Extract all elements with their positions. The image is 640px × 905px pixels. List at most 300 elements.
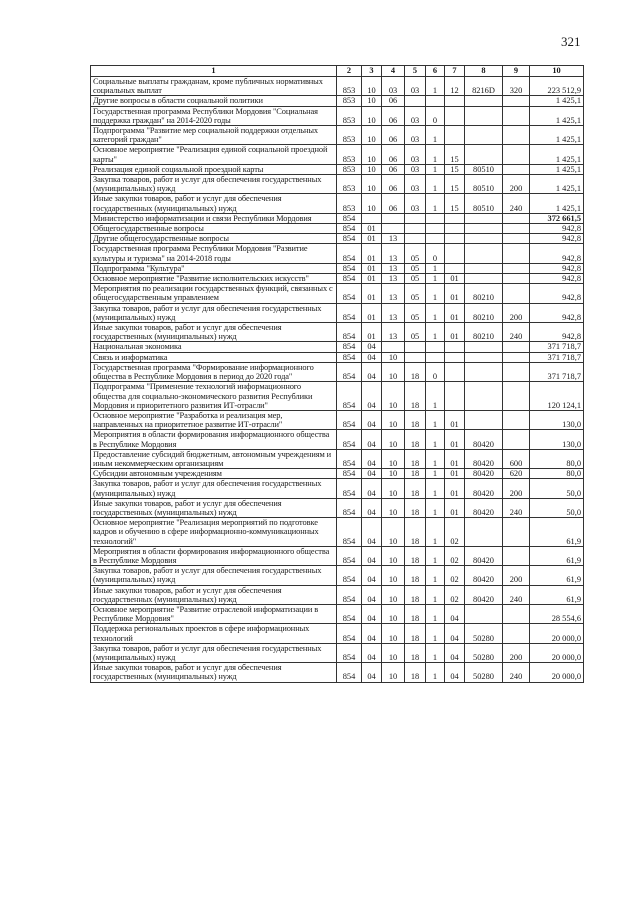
- ministry-code-cell: 853: [337, 126, 362, 145]
- program-code-cell: 18: [405, 604, 426, 623]
- table-row: [91, 234, 584, 244]
- ministry-code-cell: 854: [337, 546, 362, 565]
- ministry-code-cell: 854: [337, 566, 362, 585]
- activity-code-cell: 15: [445, 175, 465, 194]
- subprogram-code-cell: 1: [426, 323, 445, 342]
- section-code-cell: 04: [362, 546, 382, 565]
- ministry-code-cell: 853: [337, 96, 362, 106]
- ministry-code-cell: 854: [337, 224, 362, 234]
- subsection-code-cell: 06: [382, 194, 405, 213]
- expense-type-cell: [503, 352, 530, 362]
- direction-code-cell: 80420: [465, 585, 503, 604]
- row-name-cell: Иные закупки товаров, работ и услуг для обеспечения государственных (муниципальных) нужд: [91, 585, 337, 604]
- program-code-cell: 18: [405, 663, 426, 682]
- direction-code-cell: [465, 145, 503, 164]
- expense-type-cell: [503, 382, 530, 411]
- subprogram-code-cell: 1: [426, 604, 445, 623]
- section-code-cell: 04: [362, 469, 382, 479]
- direction-code-cell: 80420: [465, 546, 503, 565]
- amount-cell: 1 425,1: [530, 194, 584, 213]
- row-name-cell: Основное мероприятие "Развитие исполнительских искусств": [91, 274, 337, 284]
- subsection-code-cell: 13: [382, 234, 405, 244]
- subprogram-code-cell: [426, 224, 445, 234]
- section-code-cell: 04: [362, 566, 382, 585]
- table-row: [91, 244, 584, 263]
- subprogram-code-cell: 1: [426, 643, 445, 662]
- amount-cell: 942,8: [530, 224, 584, 234]
- table-row: [91, 213, 584, 223]
- table-row: [91, 430, 584, 449]
- expense-type-cell: 320: [503, 77, 530, 96]
- row-name-cell: Подпрограмма "Применение технологий информационного общества для социально-экономического развития Республики Мордовия и приоритетного развития ИТ-отрасли": [91, 382, 337, 411]
- amount-cell: 120 124,1: [530, 382, 584, 411]
- row-name-cell: Подпрограмма "Культура": [91, 263, 337, 273]
- ministry-code-cell: 854: [337, 323, 362, 342]
- program-code-cell: 18: [405, 518, 426, 547]
- section-code-cell: 10: [362, 77, 382, 96]
- subsection-code-cell: 10: [382, 663, 405, 682]
- expense-type-cell: [503, 274, 530, 284]
- ministry-code-cell: 853: [337, 194, 362, 213]
- table-row: [91, 194, 584, 213]
- ministry-code-cell: 854: [337, 585, 362, 604]
- section-code-cell: 10: [362, 194, 382, 213]
- subprogram-code-cell: 1: [426, 449, 445, 468]
- row-name-cell: Основное мероприятие "Реализация мероприятий по подготовке кадров и обучению в сфере информационно-коммуникационных технологий": [91, 518, 337, 547]
- ministry-code-cell: 854: [337, 479, 362, 498]
- activity-code-cell: 01: [445, 430, 465, 449]
- row-name-cell: Закупка товаров, работ и услуг для обеспечения государственных (муниципальных) нужд: [91, 479, 337, 498]
- section-code-cell: [362, 213, 382, 223]
- subsection-code-cell: [382, 224, 405, 234]
- ministry-code-cell: 854: [337, 284, 362, 303]
- subprogram-code-cell: 1: [426, 77, 445, 96]
- expense-type-cell: [503, 126, 530, 145]
- activity-code-cell: [445, 106, 465, 125]
- column-header: 8: [465, 66, 503, 77]
- direction-code-cell: 8216D: [465, 77, 503, 96]
- expense-type-cell: [503, 244, 530, 263]
- subprogram-code-cell: 1: [426, 624, 445, 643]
- program-code-cell: [405, 342, 426, 352]
- activity-code-cell: 12: [445, 77, 465, 96]
- subprogram-code-cell: 1: [426, 663, 445, 682]
- section-code-cell: 01: [362, 263, 382, 273]
- ministry-code-cell: 854: [337, 643, 362, 662]
- activity-code-cell: [445, 352, 465, 362]
- direction-code-cell: 80420: [465, 469, 503, 479]
- ministry-code-cell: 854: [337, 604, 362, 623]
- row-name-cell: Мероприятия по реализации государственных функций, связанных с общегосударственным управлением: [91, 284, 337, 303]
- row-name-cell: Реализация единой социальной проездной карты: [91, 164, 337, 174]
- row-name-cell: Социальные выплаты гражданам, кроме публичных нормативных социальных выплат: [91, 77, 337, 96]
- section-code-cell: 04: [362, 342, 382, 352]
- program-code-cell: 18: [405, 643, 426, 662]
- subsection-code-cell: 10: [382, 566, 405, 585]
- expense-type-cell: 200: [503, 566, 530, 585]
- table-row: [91, 382, 584, 411]
- table-row: [91, 352, 584, 362]
- subsection-code-cell: 10: [382, 430, 405, 449]
- subsection-code-cell: 13: [382, 263, 405, 273]
- activity-code-cell: [445, 263, 465, 273]
- row-name-cell: Государственная программа Республики Мордовия "Социальная поддержка граждан" на 2014-2020 годы: [91, 106, 337, 125]
- section-code-cell: 10: [362, 175, 382, 194]
- expense-type-cell: [503, 224, 530, 234]
- amount-cell: 223 512,9: [530, 77, 584, 96]
- section-code-cell: 04: [362, 585, 382, 604]
- activity-code-cell: [445, 96, 465, 106]
- subprogram-code-cell: 1: [426, 585, 445, 604]
- expense-type-cell: [503, 106, 530, 125]
- direction-code-cell: [465, 274, 503, 284]
- program-code-cell: 05: [405, 274, 426, 284]
- table-row: [91, 323, 584, 342]
- direction-code-cell: [465, 224, 503, 234]
- subsection-code-cell: 06: [382, 164, 405, 174]
- subsection-code-cell: 06: [382, 106, 405, 125]
- amount-cell: 942,8: [530, 263, 584, 273]
- program-code-cell: 03: [405, 175, 426, 194]
- row-name-cell: Министерство информатизации и связи Республики Мордовия: [91, 213, 337, 223]
- table-row: [91, 342, 584, 352]
- activity-code-cell: [445, 224, 465, 234]
- activity-code-cell: 04: [445, 604, 465, 623]
- subprogram-code-cell: 1: [426, 410, 445, 429]
- direction-code-cell: [465, 126, 503, 145]
- expense-type-cell: 600: [503, 449, 530, 468]
- subsection-code-cell: 10: [382, 410, 405, 429]
- row-name-cell: Закупка товаров, работ и услуг для обеспечения государственных (муниципальных) нужд: [91, 643, 337, 662]
- expense-type-cell: 240: [503, 323, 530, 342]
- direction-code-cell: 80420: [465, 479, 503, 498]
- subprogram-code-cell: 1: [426, 175, 445, 194]
- ministry-code-cell: 854: [337, 342, 362, 352]
- expense-type-cell: [503, 624, 530, 643]
- program-code-cell: 18: [405, 382, 426, 411]
- program-code-cell: 03: [405, 145, 426, 164]
- ministry-code-cell: 854: [337, 213, 362, 223]
- expense-type-cell: [503, 604, 530, 623]
- section-code-cell: 04: [362, 624, 382, 643]
- ministry-code-cell: 854: [337, 263, 362, 273]
- program-code-cell: [405, 234, 426, 244]
- ministry-code-cell: 854: [337, 274, 362, 284]
- column-header: 3: [362, 66, 382, 77]
- direction-code-cell: [465, 106, 503, 125]
- subprogram-code-cell: 1: [426, 498, 445, 517]
- direction-code-cell: 50280: [465, 663, 503, 682]
- section-code-cell: 04: [362, 449, 382, 468]
- subsection-code-cell: 10: [382, 585, 405, 604]
- subprogram-code-cell: 1: [426, 303, 445, 322]
- ministry-code-cell: 854: [337, 244, 362, 263]
- subprogram-code-cell: 1: [426, 382, 445, 411]
- ministry-code-cell: 853: [337, 145, 362, 164]
- row-name-cell: Мероприятия в области формирования информационного общества в Республике Мордовия: [91, 546, 337, 565]
- direction-code-cell: [465, 518, 503, 547]
- activity-code-cell: 04: [445, 643, 465, 662]
- column-header: 6: [426, 66, 445, 77]
- section-code-cell: 01: [362, 284, 382, 303]
- row-name-cell: Предоставление субсидий бюджетным, автономным учреждениям и иным некоммерческим организациям: [91, 449, 337, 468]
- activity-code-cell: 01: [445, 449, 465, 468]
- amount-cell: 130,0: [530, 430, 584, 449]
- amount-cell: 61,9: [530, 585, 584, 604]
- subsection-code-cell: 10: [382, 469, 405, 479]
- amount-cell: 80,0: [530, 449, 584, 468]
- table-row: [91, 224, 584, 234]
- section-code-cell: 10: [362, 106, 382, 125]
- subprogram-code-cell: 0: [426, 106, 445, 125]
- subprogram-code-cell: [426, 342, 445, 352]
- section-code-cell: 04: [362, 352, 382, 362]
- row-name-cell: Основное мероприятие "Реализация единой социальной проездной карты": [91, 145, 337, 164]
- program-code-cell: 18: [405, 410, 426, 429]
- subsection-code-cell: 10: [382, 362, 405, 381]
- table-row: [91, 96, 584, 106]
- program-code-cell: 18: [405, 430, 426, 449]
- amount-cell: 28 554,6: [530, 604, 584, 623]
- table-row: [91, 585, 584, 604]
- subprogram-code-cell: [426, 352, 445, 362]
- row-name-cell: Основное мероприятие "Развитие отраслевой информатизации в Республике Мордовия": [91, 604, 337, 623]
- section-code-cell: 04: [362, 518, 382, 547]
- row-name-cell: Поддержка региональных проектов в сфере информационных технологий: [91, 624, 337, 643]
- amount-cell: 61,9: [530, 546, 584, 565]
- subprogram-code-cell: 1: [426, 479, 445, 498]
- direction-code-cell: 80420: [465, 498, 503, 517]
- table-row: [91, 106, 584, 125]
- activity-code-cell: [445, 342, 465, 352]
- expense-type-cell: [503, 518, 530, 547]
- row-name-cell: Общегосударственные вопросы: [91, 224, 337, 234]
- section-code-cell: 10: [362, 126, 382, 145]
- amount-cell: 1 425,1: [530, 145, 584, 164]
- expense-type-cell: 200: [503, 175, 530, 194]
- subprogram-code-cell: 1: [426, 566, 445, 585]
- section-code-cell: 04: [362, 498, 382, 517]
- ministry-code-cell: 854: [337, 303, 362, 322]
- program-code-cell: 05: [405, 323, 426, 342]
- subprogram-code-cell: 1: [426, 145, 445, 164]
- table-row: [91, 469, 584, 479]
- direction-code-cell: 80510: [465, 175, 503, 194]
- activity-code-cell: 15: [445, 145, 465, 164]
- subsection-code-cell: 03: [382, 77, 405, 96]
- subsection-code-cell: 13: [382, 274, 405, 284]
- ministry-code-cell: 853: [337, 77, 362, 96]
- section-code-cell: 01: [362, 323, 382, 342]
- subprogram-code-cell: [426, 234, 445, 244]
- section-code-cell: 01: [362, 303, 382, 322]
- amount-cell: 20 000,0: [530, 624, 584, 643]
- direction-code-cell: [465, 342, 503, 352]
- direction-code-cell: [465, 244, 503, 263]
- table-row: [91, 546, 584, 565]
- ministry-code-cell: 854: [337, 430, 362, 449]
- activity-code-cell: [445, 213, 465, 223]
- row-name-cell: Другие общегосударственные вопросы: [91, 234, 337, 244]
- column-header: 2: [337, 66, 362, 77]
- subsection-code-cell: 13: [382, 323, 405, 342]
- table-row: [91, 263, 584, 273]
- amount-cell: 1 425,1: [530, 175, 584, 194]
- amount-cell: 942,8: [530, 323, 584, 342]
- column-header: 1: [91, 66, 337, 77]
- expense-type-cell: 240: [503, 194, 530, 213]
- direction-code-cell: [465, 362, 503, 381]
- row-name-cell: Национальная экономика: [91, 342, 337, 352]
- column-header: 4: [382, 66, 405, 77]
- program-code-cell: 03: [405, 126, 426, 145]
- subprogram-code-cell: [426, 213, 445, 223]
- row-name-cell: Связь и информатика: [91, 352, 337, 362]
- expense-type-cell: [503, 263, 530, 273]
- table-row: [91, 604, 584, 623]
- expense-type-cell: 240: [503, 585, 530, 604]
- subsection-code-cell: 10: [382, 382, 405, 411]
- direction-code-cell: [465, 604, 503, 623]
- subsection-code-cell: 10: [382, 518, 405, 547]
- row-name-cell: Другие вопросы в области социальной политики: [91, 96, 337, 106]
- ministry-code-cell: 854: [337, 234, 362, 244]
- ministry-code-cell: 854: [337, 469, 362, 479]
- subsection-code-cell: [382, 213, 405, 223]
- activity-code-cell: 01: [445, 498, 465, 517]
- program-code-cell: 05: [405, 284, 426, 303]
- direction-code-cell: [465, 382, 503, 411]
- amount-cell: 942,8: [530, 274, 584, 284]
- subsection-code-cell: 10: [382, 604, 405, 623]
- ministry-code-cell: 853: [337, 175, 362, 194]
- activity-code-cell: 15: [445, 164, 465, 174]
- section-code-cell: 04: [362, 479, 382, 498]
- direction-code-cell: [465, 263, 503, 273]
- activity-code-cell: 01: [445, 479, 465, 498]
- ministry-code-cell: 854: [337, 382, 362, 411]
- table-row: [91, 449, 584, 468]
- activity-code-cell: 01: [445, 323, 465, 342]
- activity-code-cell: [445, 382, 465, 411]
- amount-cell: 80,0: [530, 469, 584, 479]
- activity-code-cell: 01: [445, 410, 465, 429]
- ministry-code-cell: 854: [337, 352, 362, 362]
- program-code-cell: 03: [405, 194, 426, 213]
- amount-cell: 942,8: [530, 303, 584, 322]
- direction-code-cell: [465, 213, 503, 223]
- amount-cell: 371 718,7: [530, 362, 584, 381]
- subprogram-code-cell: 1: [426, 518, 445, 547]
- program-code-cell: 03: [405, 106, 426, 125]
- column-header: 9: [503, 66, 530, 77]
- table-row: [91, 303, 584, 322]
- table-row: [91, 624, 584, 643]
- table-row: [91, 479, 584, 498]
- activity-code-cell: 04: [445, 663, 465, 682]
- ministry-code-cell: 854: [337, 663, 362, 682]
- expense-type-cell: [503, 96, 530, 106]
- section-code-cell: 01: [362, 224, 382, 234]
- expense-type-cell: [503, 145, 530, 164]
- section-code-cell: 04: [362, 663, 382, 682]
- direction-code-cell: [465, 352, 503, 362]
- subsection-code-cell: 06: [382, 175, 405, 194]
- subprogram-code-cell: 1: [426, 284, 445, 303]
- amount-cell: 942,8: [530, 284, 584, 303]
- ministry-code-cell: 854: [337, 518, 362, 547]
- page-number: 321: [561, 34, 581, 49]
- direction-code-cell: [465, 410, 503, 429]
- amount-cell: 50,0: [530, 498, 584, 517]
- subprogram-code-cell: 0: [426, 362, 445, 381]
- ministry-code-cell: 854: [337, 449, 362, 468]
- activity-code-cell: [445, 244, 465, 263]
- section-code-cell: 04: [362, 362, 382, 381]
- program-code-cell: [405, 96, 426, 106]
- subprogram-code-cell: [426, 96, 445, 106]
- subsection-code-cell: 06: [382, 96, 405, 106]
- ministry-code-cell: 853: [337, 164, 362, 174]
- amount-cell: 942,8: [530, 244, 584, 263]
- section-code-cell: 01: [362, 244, 382, 263]
- table-row: [91, 77, 584, 96]
- ministry-code-cell: 854: [337, 362, 362, 381]
- direction-code-cell: 80510: [465, 164, 503, 174]
- table-row: [91, 126, 584, 145]
- expense-type-cell: 200: [503, 303, 530, 322]
- program-code-cell: 18: [405, 566, 426, 585]
- table-row: [91, 518, 584, 547]
- subprogram-code-cell: 1: [426, 546, 445, 565]
- program-code-cell: 03: [405, 164, 426, 174]
- column-header: 5: [405, 66, 426, 77]
- ministry-code-cell: 854: [337, 410, 362, 429]
- program-code-cell: [405, 213, 426, 223]
- direction-code-cell: 80510: [465, 194, 503, 213]
- table-row: [91, 362, 584, 381]
- program-code-cell: 05: [405, 303, 426, 322]
- amount-cell: 20 000,0: [530, 663, 584, 682]
- subsection-code-cell: [382, 342, 405, 352]
- table-row: [91, 164, 584, 174]
- table-header-row: [91, 66, 584, 77]
- row-name-cell: Иные закупки товаров, работ и услуг для обеспечения государственных (муниципальных) нужд: [91, 323, 337, 342]
- activity-code-cell: 02: [445, 566, 465, 585]
- subsection-code-cell: 13: [382, 284, 405, 303]
- program-code-cell: 18: [405, 469, 426, 479]
- subsection-code-cell: 13: [382, 303, 405, 322]
- section-code-cell: 10: [362, 96, 382, 106]
- ministry-code-cell: 854: [337, 498, 362, 517]
- expense-type-cell: [503, 362, 530, 381]
- expense-type-cell: [503, 430, 530, 449]
- row-name-cell: Подпрограмма "Развитие мер социальной поддержки отдельных категорий граждан": [91, 126, 337, 145]
- subsection-code-cell: 10: [382, 498, 405, 517]
- row-name-cell: Иные закупки товаров, работ и услуг для обеспечения государственных (муниципальных) нужд: [91, 663, 337, 682]
- table-row: [91, 498, 584, 517]
- program-code-cell: 18: [405, 498, 426, 517]
- column-header: 10: [530, 66, 584, 77]
- amount-cell: 61,9: [530, 518, 584, 547]
- ministry-code-cell: 854: [337, 624, 362, 643]
- program-code-cell: 18: [405, 479, 426, 498]
- row-name-cell: Закупка товаров, работ и услуг для обеспечения государственных (муниципальных) нужд: [91, 303, 337, 322]
- program-code-cell: 18: [405, 624, 426, 643]
- expense-type-cell: 200: [503, 479, 530, 498]
- section-code-cell: 10: [362, 164, 382, 174]
- amount-cell: 61,9: [530, 566, 584, 585]
